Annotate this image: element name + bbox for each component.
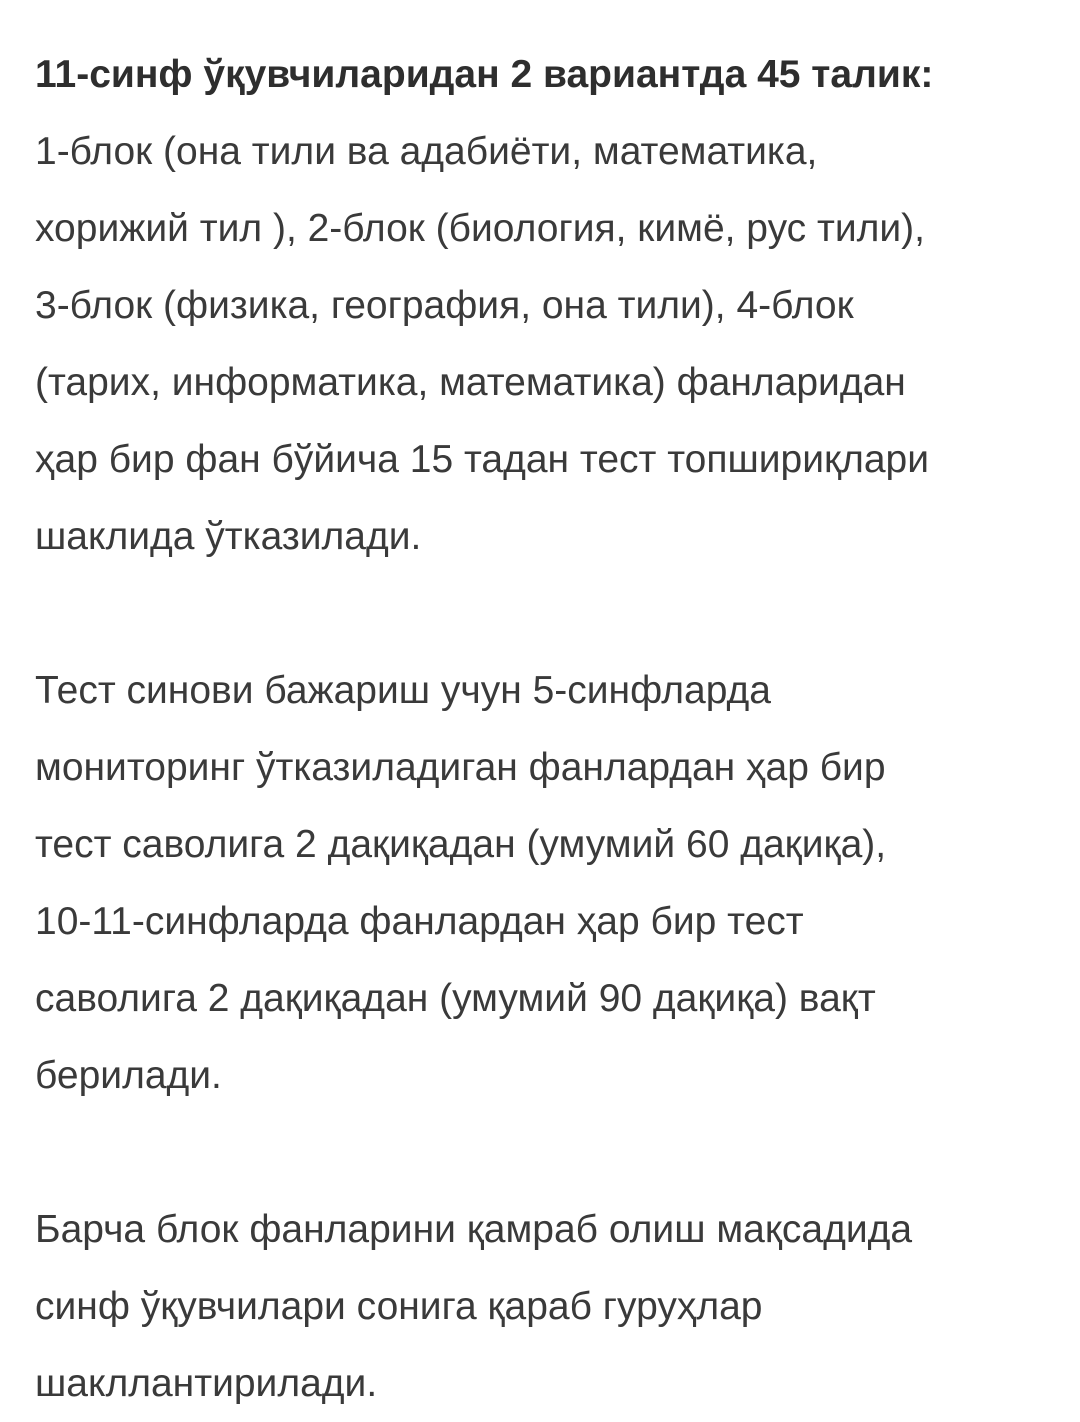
text-line: тест саволига 2 дақиқадан (умумий 60 дақиқа),	[35, 823, 887, 866]
article-heading: 11-синф ўқувчиларидан 2 вариантда 45 талик:	[35, 53, 934, 96]
text-line: 3-блок (физика, география, она тили), 4-блок	[35, 284, 854, 327]
article-body	[35, 36, 1055, 1422]
text-line: (тарих, информатика, математика) фанларидан	[35, 361, 906, 404]
paragraph-block-subjects	[35, 36, 1055, 575]
text-line: Тест синови бажариш учун 5-синфларда	[35, 669, 771, 712]
text-line: ҳар бир фан бўйича 15 тадан тест топшириқлари	[35, 438, 929, 481]
text-line: синф ўқувчилари сонига қараб гуруҳлар	[35, 1285, 763, 1328]
text-line: Барча блок фанларини қамраб олиш мақсадида	[35, 1208, 913, 1251]
text-line: шаклида ўтказилади.	[35, 515, 422, 558]
paragraph-groups	[35, 1191, 1055, 1422]
text-line: хорижий тил ), 2-блок (биология, кимё, рус тили),	[35, 207, 925, 250]
text-line: берилади.	[35, 1054, 222, 1097]
text-line: 10-11-синфларда фанлардан ҳар бир тест	[35, 900, 804, 943]
text-line: 1-блок (она тили ва адабиёти, математика,	[35, 130, 818, 173]
text-line: мониторинг ўтказиладиган фанлардан ҳар бир	[35, 746, 886, 789]
text-line: саволига 2 дақиқадан (умумий 90 дақиқа) вақт	[35, 977, 876, 1020]
text-line: шакллантирилади.	[35, 1362, 378, 1405]
paragraph-test-time	[35, 652, 1055, 1114]
